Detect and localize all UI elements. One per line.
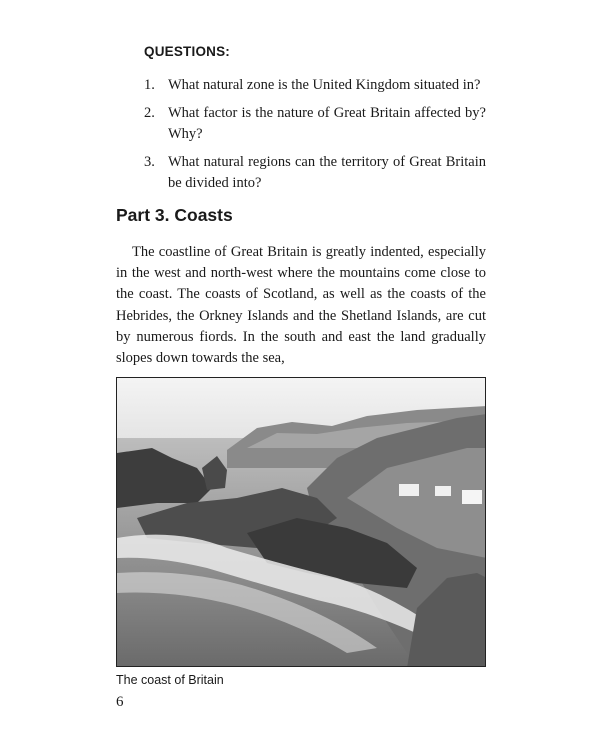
section-paragraph: The coastline of Great Britain is greatly indented, especially in the west and north-west where the mountains come close to the coast. The coasts of Scotland, as well as the coasts of the Hebrides, the Orkney Islands and the Shetland Islands, are cut by numerous fiords. In the south and east the land gradually slopes down towards the sea, xyxy=(116,244,486,367)
question-item xyxy=(144,152,486,194)
photo-caption: The coast of Britain xyxy=(116,673,224,687)
section-title: Part 3. Coasts xyxy=(116,205,233,225)
question-number: 3. xyxy=(144,154,155,170)
question-number: 2. xyxy=(144,105,155,121)
question-item xyxy=(144,75,486,96)
question-text: What natural zone is the United Kingdom situated in? xyxy=(168,77,481,93)
questions-heading: QUESTIONS: xyxy=(144,44,231,59)
page-number: 6 xyxy=(116,694,124,710)
question-text: What natural regions can the territory of Great Britain be divided into? xyxy=(168,154,486,191)
question-text: What factor is the nature of Great Britain affected by? Why? xyxy=(168,105,486,142)
question-number: 1. xyxy=(144,77,155,93)
questions-list xyxy=(144,75,486,201)
coast-photo xyxy=(116,377,486,667)
question-item xyxy=(144,103,486,145)
